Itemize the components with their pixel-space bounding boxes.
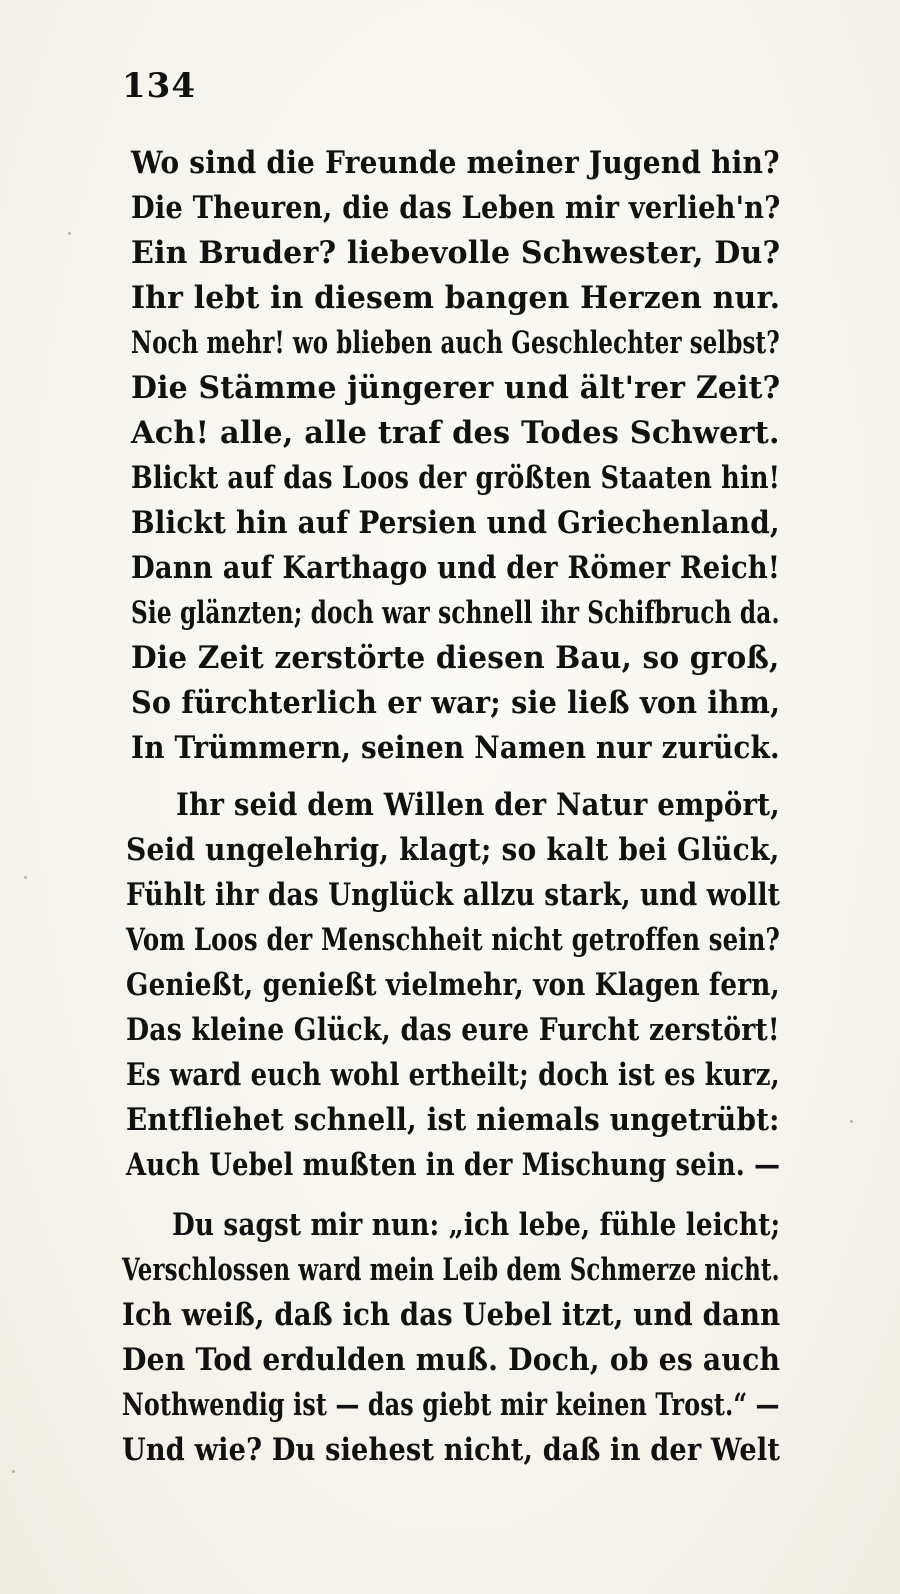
poem-line: In Trümmern, seinen Namen nur zurück.	[131, 730, 780, 766]
poem-line: Fühlt ihr das Unglück allzu stark, und wollt	[126, 877, 781, 913]
paper-speck	[24, 876, 27, 879]
poem-line: Es ward euch wohl ertheilt; doch ist es kurz,	[126, 1057, 780, 1093]
poem-line: Nothwendig ist — das giebt mir keinen Trost.“ —	[122, 1387, 780, 1423]
poem-line: Auch Uebel mußten in der Mischung sein. —	[126, 1147, 781, 1183]
poem-line: Ihr lebt in diesem bangen Herzen nur.	[131, 280, 781, 316]
poem-line: Noch mehr! wo blieben auch Geschlechter selbst?	[131, 325, 780, 361]
poem-line: Und wie? Du siehest nicht, daß in der Welt	[122, 1432, 781, 1468]
poem-line: Verschlossen ward mein Leib dem Schmerze nicht.	[122, 1252, 780, 1288]
poem-line: Die Zeit zerstörte diesen Bau, so groß,	[131, 640, 780, 676]
paper-speck	[850, 1120, 853, 1123]
poem-line: Den Tod erdulden muß. Doch, ob es auch	[122, 1342, 781, 1378]
poem-line: Seid ungelehrig, klagt; so kalt bei Glück,	[126, 832, 780, 868]
poem-line: Die Theuren, die das Leben mir verlieh'n?	[131, 190, 781, 226]
poem-line: Blickt auf das Loos der größten Staaten hin!	[131, 460, 781, 496]
poem-line: Die Stämme jüngerer und ält'rer Zeit?	[131, 370, 781, 406]
poem-line: Ihr seid dem Willen der Natur empört,	[176, 787, 780, 823]
poem-line: Du sagst mir nun: „ich lebe, fühle leicht;	[172, 1207, 781, 1243]
poem-line: Wo sind die Freunde meiner Jugend hin?	[131, 145, 780, 181]
poem-line: Vom Loos der Menschheit nicht getroffen sein?	[126, 922, 780, 958]
poem-line: Dann auf Karthago und der Römer Reich!	[131, 550, 781, 586]
poem-line: Entfliehet schnell, ist niemals ungetrübt:	[126, 1102, 780, 1138]
poem-line: Blickt hin auf Persien und Griechenland,	[131, 505, 780, 541]
paper-speck	[12, 1470, 15, 1473]
poem-line: Ein Bruder? liebevolle Schwester, Du?	[131, 235, 781, 271]
poem-line: Ach! alle, alle traf des Todes Schwert.	[131, 415, 780, 451]
poem-line: So fürchterlich er war; sie ließ von ihm,	[131, 685, 781, 721]
poem-line: Ich weiß, daß ich das Uebel itzt, und dann	[122, 1297, 781, 1333]
page-number: 134	[122, 66, 196, 106]
poem-line: Das kleine Glück, das eure Furcht zerstört!	[126, 1012, 780, 1048]
poem-line: Sie glänzten; doch war schnell ihr Schifbruch da.	[131, 595, 780, 631]
poem-line: Genießt, genießt vielmehr, von Klagen fern,	[126, 967, 780, 1003]
paper-speck	[68, 232, 71, 235]
